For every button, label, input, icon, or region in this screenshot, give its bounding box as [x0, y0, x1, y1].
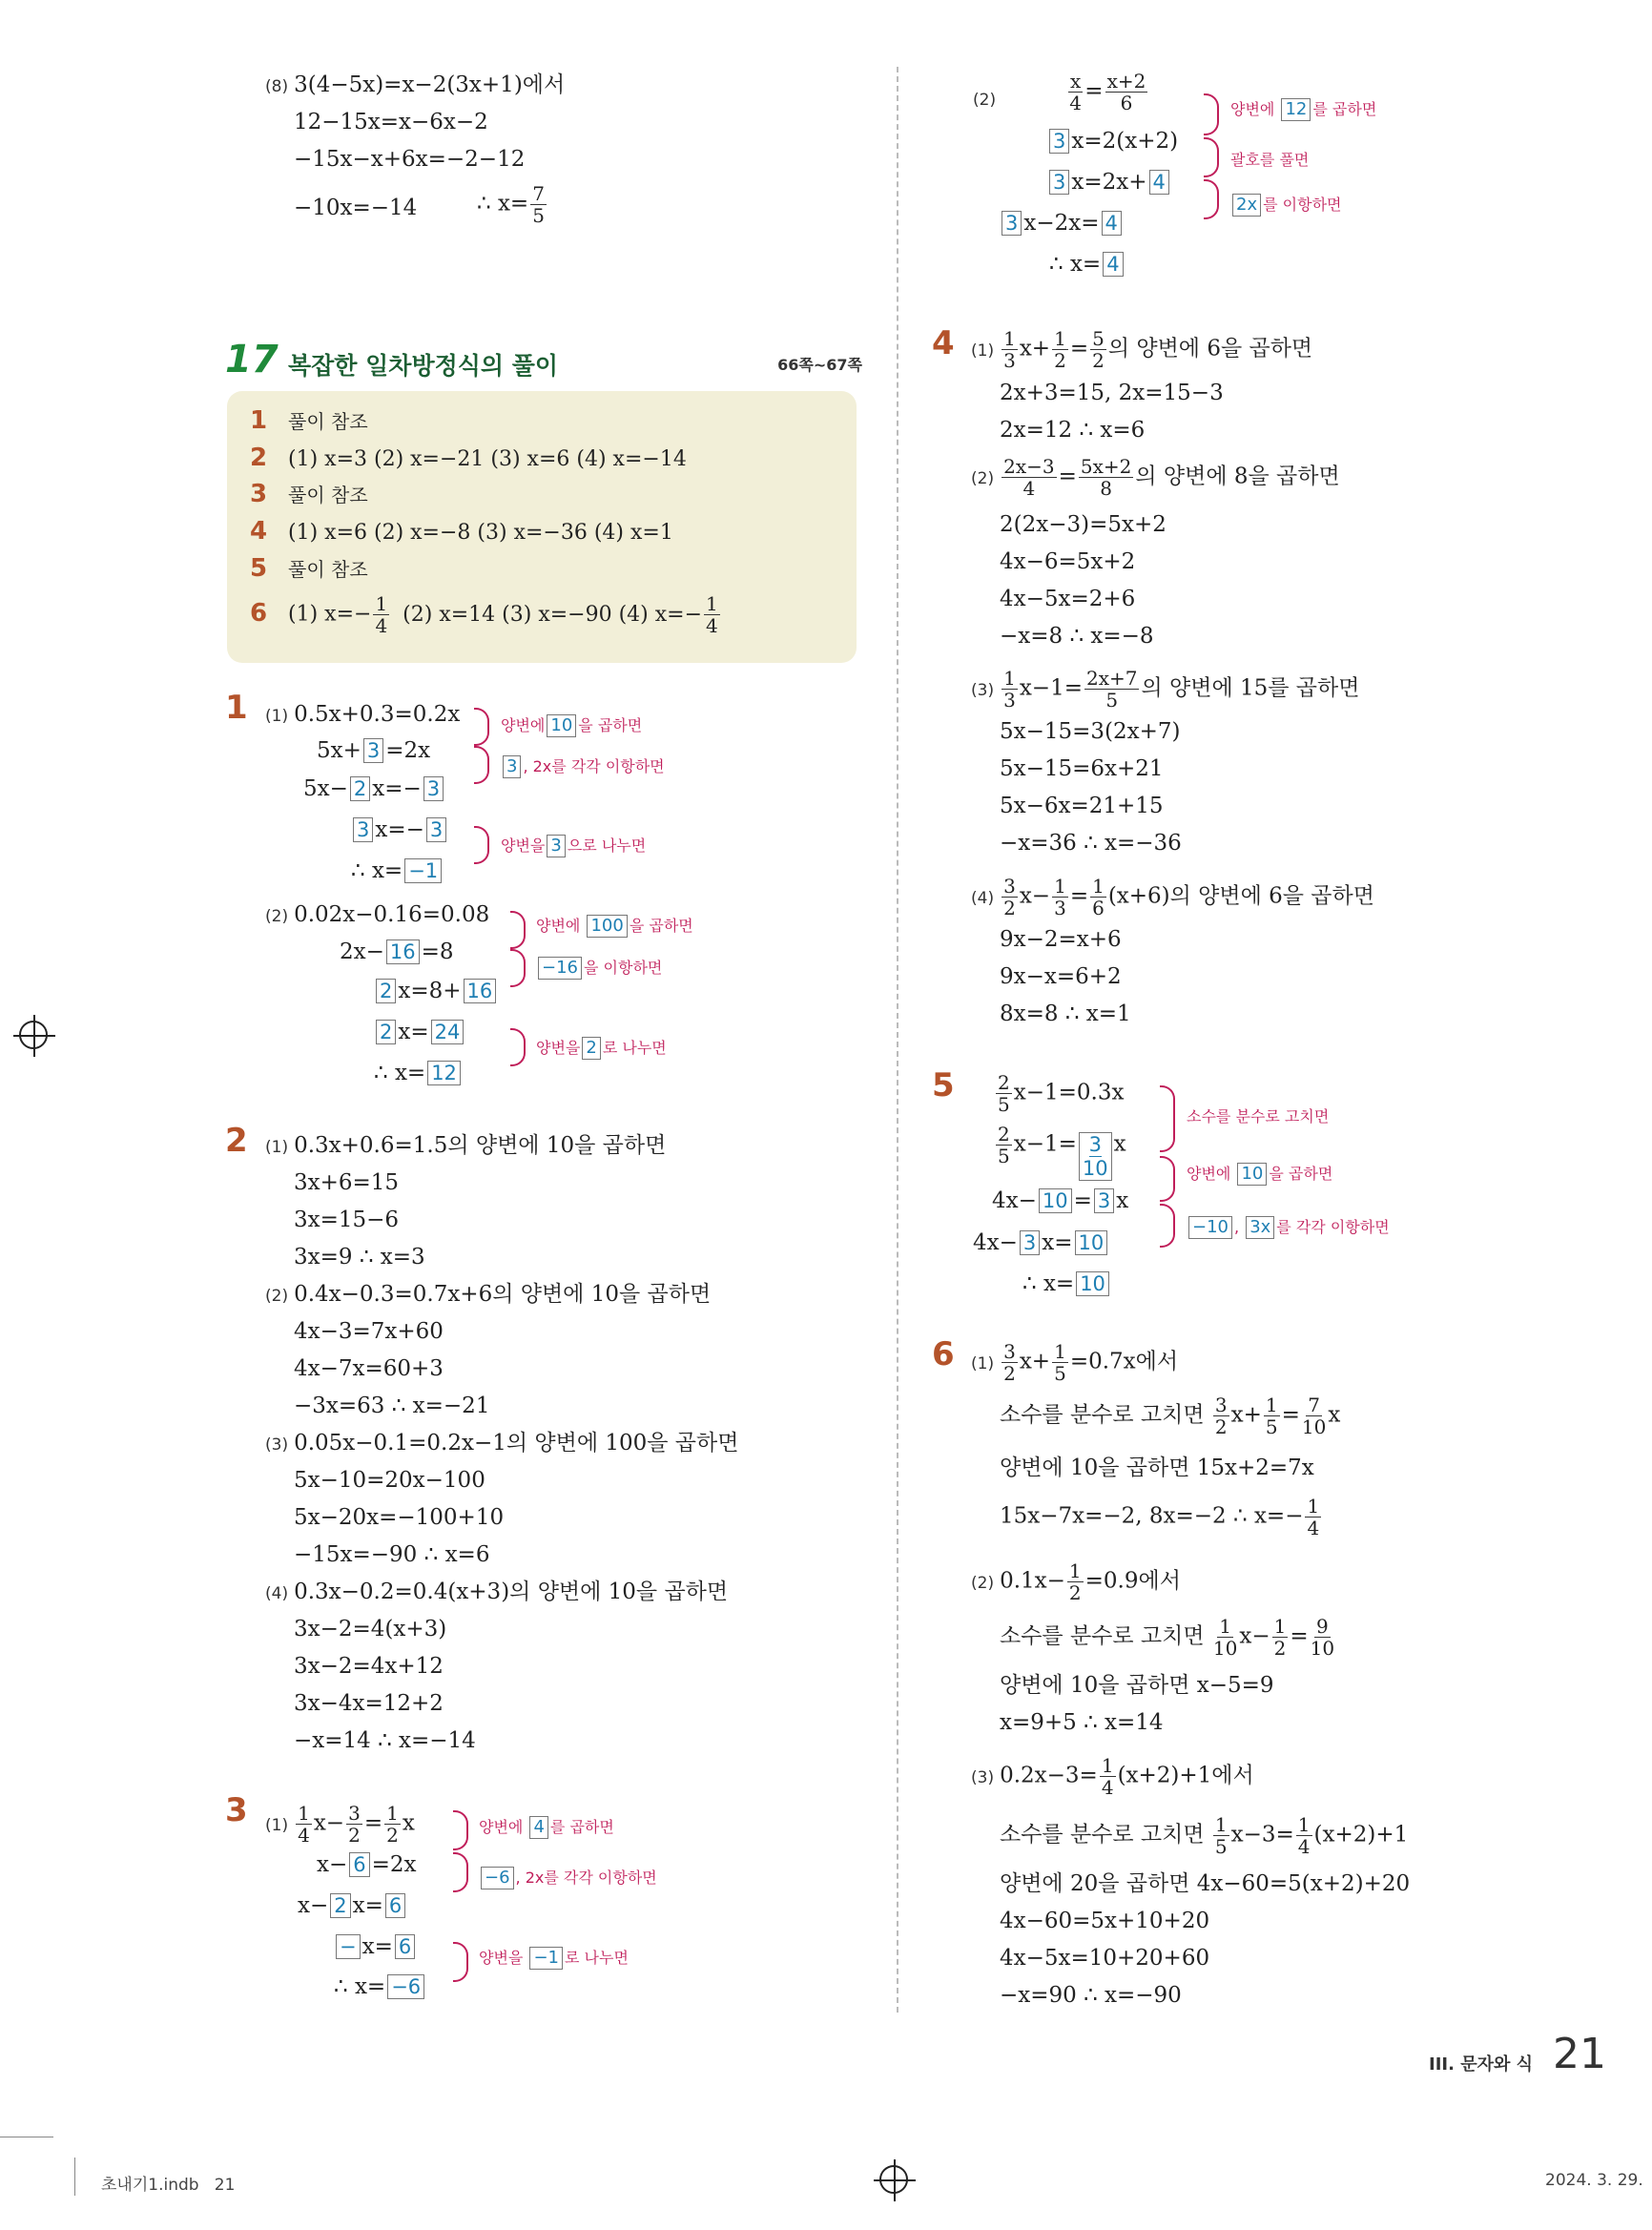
step-note: 양변에 10 을 곱하면 [1187, 1164, 1333, 1184]
problem-number: 5 [932, 1066, 955, 1105]
brace-arrow [510, 949, 526, 987]
equation: ∴ x= −1 [351, 857, 444, 885]
answer-row: 3 풀이 참조 [250, 480, 368, 508]
registration-mark [19, 1021, 48, 1049]
brace-arrow [510, 1028, 526, 1066]
equation: $\frac{x}{4}$ = $\frac{x+2}{6}$ [1069, 70, 1146, 114]
section-header [225, 338, 862, 385]
part-label: (2) [973, 91, 997, 110]
step-note: −16 을 이항하면 [536, 956, 662, 981]
therefore: ∴ x= [477, 191, 529, 217]
equation: 12−15x=x−6x−2 [294, 110, 488, 134]
answer-row: 4 (1) x=6 (2) x=−8 (3) x=−36 (4) x=1 [250, 517, 673, 546]
equation: 2x− 16 =8 [340, 939, 454, 964]
denominator: 5 [532, 204, 545, 227]
problem-number: 1 [225, 689, 248, 727]
step-note: 양변에 4 를 곱하면 [479, 1817, 614, 1837]
part-label: (2) [265, 907, 289, 926]
answer-row: 6 (1) x=− $\frac{1}{4}$ (2) x=14 (3) x=−90 (4) x=− $\frac{1}{4}$ [250, 592, 718, 637]
step-note: 양변에 10 을 곱하면 [501, 715, 643, 735]
section-badge: 17 [225, 338, 279, 382]
brace-arrow [1160, 1204, 1175, 1248]
equation: 3 x−2x= 4 [1000, 209, 1124, 237]
answer-row: 2 (1) x=3 (2) x=−21 (3) x=6 (4) x=−14 [250, 444, 687, 472]
step-note: 양변을 2 로 나누면 [536, 1038, 667, 1058]
part-label: (8) [265, 77, 289, 96]
equation: (1) $\frac{1}{4}$ x− $\frac{3}{2}$ = $\frac{1}{2}$ x [265, 1802, 415, 1847]
problem-number: 6 [932, 1335, 955, 1373]
brace-arrow [1204, 137, 1219, 177]
step-note: 소수를 분수로 고치면 [1187, 1107, 1330, 1125]
equation: 3 x=− 3 [351, 816, 448, 844]
step-note: 양변을 3 으로 나누면 [501, 836, 647, 856]
brace-arrow [1160, 1156, 1175, 1202]
equation: − x= 6 [334, 1932, 417, 1961]
part-label: (1) [265, 707, 289, 726]
brace-arrow [510, 911, 526, 949]
equation: ∴ x= 12 [374, 1059, 463, 1087]
answer-row: 1 풀이 참조 [250, 406, 368, 435]
section-pages: 66쪽~67쪽 [777, 356, 862, 374]
step-note: 양변에 12 를 곱하면 [1230, 99, 1377, 119]
equation: 3 x=2x+ 4 [1047, 168, 1171, 196]
equation: 5x− 2 x=− 3 [303, 774, 445, 803]
step-note: 2x 를 이항하면 [1230, 193, 1341, 217]
equation: 0.02x−0.16=0.08 [294, 902, 490, 927]
column-divider [897, 67, 898, 2013]
print-date: 2024. 3. 29. [1545, 2171, 1643, 2190]
equation: 4x− 3 x= 10 [973, 1229, 1109, 1257]
equation: −15x−x+6x=−2−12 [294, 147, 526, 172]
problem-number: 3 [225, 1791, 248, 1829]
step-note: 양변을 −1 로 나누면 [479, 1948, 629, 1968]
equation: 3 x=2(x+2) [1047, 127, 1178, 155]
brace-arrow [474, 708, 489, 746]
brace-arrow [453, 1942, 468, 1982]
step-note: −6 , 2x를 각각 이항하면 [479, 1866, 657, 1890]
page-number: 21 [1553, 2030, 1606, 2078]
brace-arrow [474, 826, 489, 864]
equation: 0.5x+0.3=0.2x [294, 702, 461, 727]
equation: ∴ x= 4 [1049, 250, 1125, 279]
brace-arrow [1204, 179, 1219, 219]
registration-mark [879, 2165, 908, 2194]
step-note: 3 , 2x를 각각 이항하면 [501, 754, 665, 779]
equation: x− 2 x= 6 [298, 1891, 407, 1920]
equation: $\frac{2}{5}$ x−1=0.3x [998, 1071, 1125, 1116]
equation: 2 x=8+ 16 [374, 977, 498, 1005]
equation: ∴ x= −6 [334, 1972, 426, 2001]
equation: 3(4−5x)=x−2(3x+1)에서 [294, 72, 566, 97]
file-name: 초내기1.indb 21 [101, 2176, 236, 2195]
crop-mark-line [74, 2158, 75, 2196]
equation: ∴ x= 10 [1022, 1270, 1111, 1298]
brace-arrow [1160, 1085, 1175, 1152]
brace-arrow [453, 1810, 468, 1850]
brace-arrow [1204, 93, 1219, 135]
equation: 2 x= 24 [374, 1018, 465, 1046]
equation: 4x− 10 = 3 x [992, 1188, 1129, 1213]
step-note: 괄호를 풀면 [1230, 151, 1310, 169]
problem-number: 2 [225, 1122, 248, 1160]
section-title: 복잡한 일차방정식의 풀이 [288, 352, 559, 380]
answer-row: 5 풀이 참조 [250, 554, 368, 583]
equation: x− 6 =2x [317, 1852, 417, 1877]
equation: 5x+ 3 =2x [317, 738, 431, 763]
equation: −10x=−14 [294, 196, 418, 220]
equation: $\frac{2}{5}$ x−1= $\frac{3}{10}$ x [998, 1123, 1126, 1180]
step-note: −10 , 3x 를 각각 이항하면 [1187, 1215, 1390, 1240]
problem-number: 4 [932, 324, 955, 362]
step-note: 양변에 100 을 곱하면 [536, 916, 693, 936]
chapter-label: III. 문자와 식 [1429, 2054, 1534, 2075]
brace-arrow [453, 1852, 468, 1892]
numerator: 7 [532, 182, 545, 205]
brace-arrow [474, 746, 489, 784]
